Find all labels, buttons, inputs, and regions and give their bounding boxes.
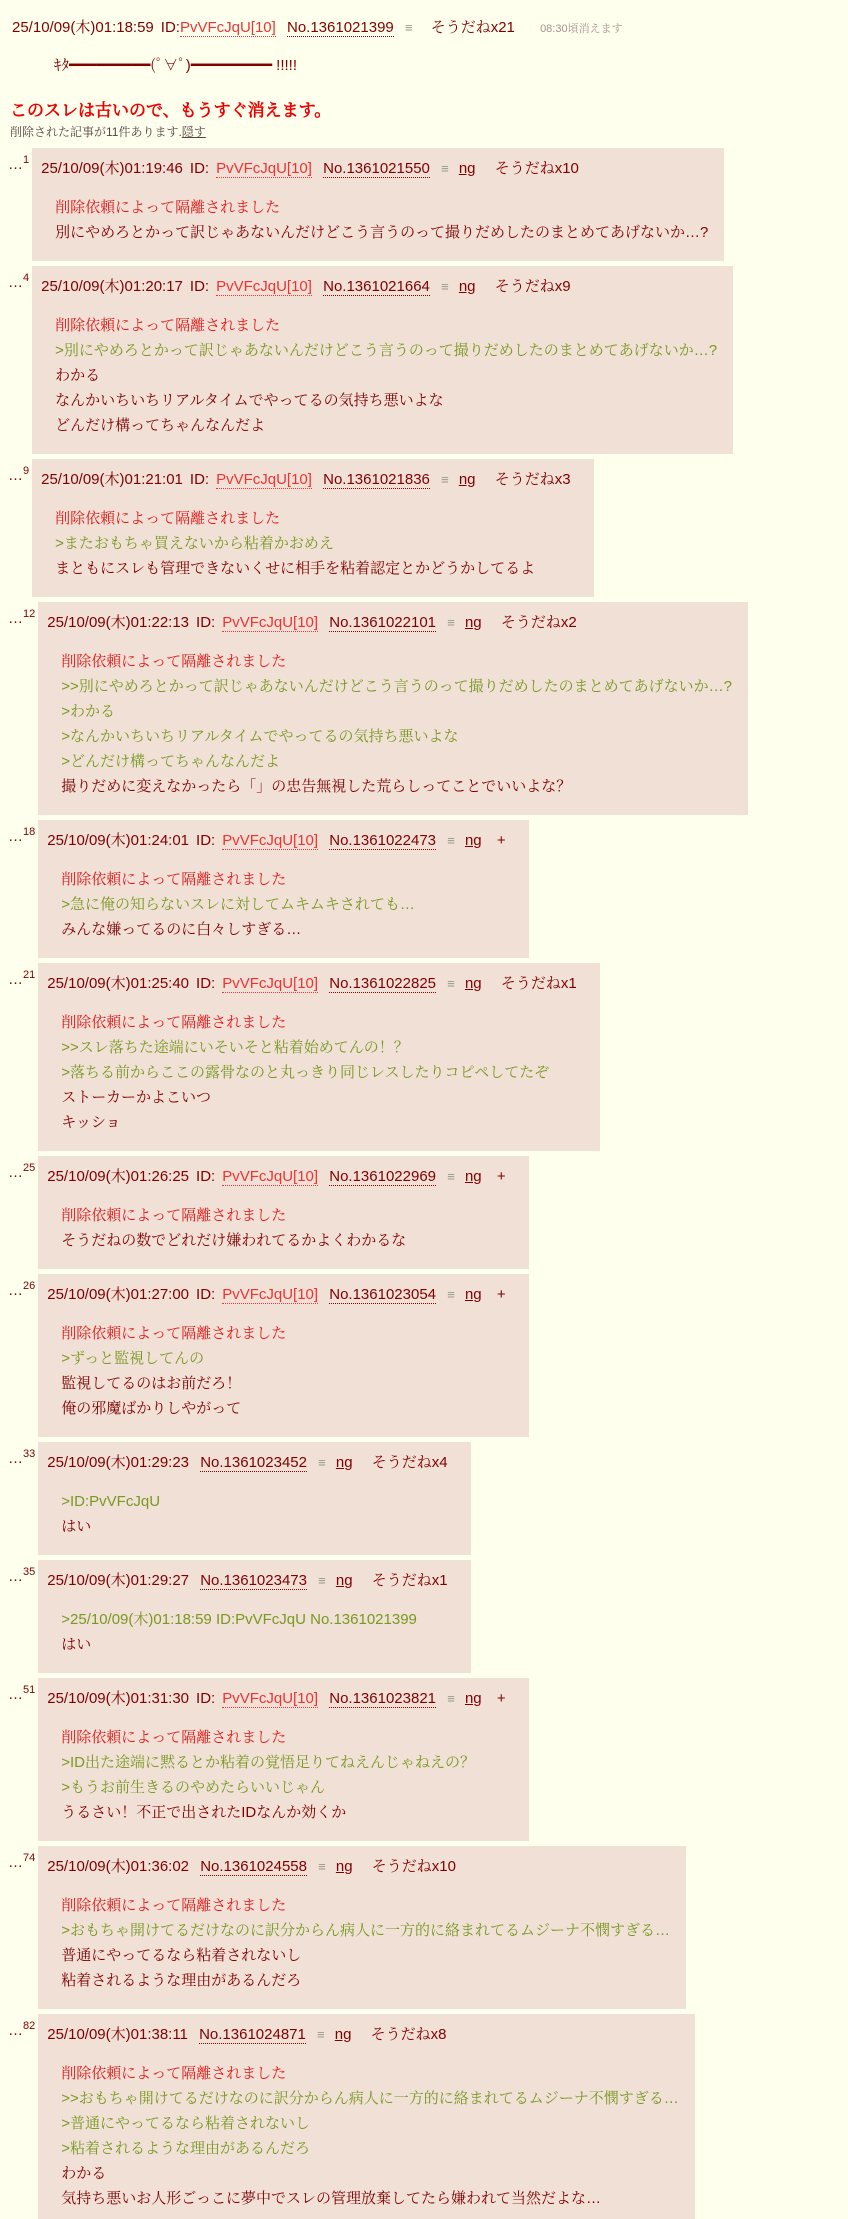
post-menu-icon[interactable]: ≡ [447, 1691, 454, 1706]
counter-dots: … [8, 2022, 23, 2039]
body-line: 気持ち悪いお人形ごっこに夢中でスレの管理放棄してたら嫌われて当然だよな… [61, 2190, 601, 2207]
sodane-count[interactable]: そうだねx2 [500, 614, 577, 631]
reply-box [38, 602, 748, 815]
reply-counter [6, 1678, 38, 1703]
reply-post-18 [6, 820, 848, 958]
quote-line: >普通にやってるなら粘着されないし [61, 2115, 311, 2132]
op-id-prefix: ID: [160, 19, 180, 36]
reply-post-21 [6, 963, 848, 1151]
post-menu-icon[interactable]: ≡ [447, 976, 454, 991]
post-menu-icon[interactable]: ≡ [441, 161, 448, 176]
post-date: 25/10/09(木)01:20:17 [41, 278, 183, 295]
old-thread-warning: このスレは古いので、もうすぐ消えます。 [10, 101, 332, 120]
reply-counter [6, 459, 32, 484]
post-body [61, 1203, 512, 1253]
post-id-link[interactable]: PvVFcJqU[10] [216, 471, 312, 488]
post-menu-icon[interactable]: ≡ [318, 1573, 325, 1588]
sodane-count[interactable]: そうだねx10 [494, 160, 579, 177]
post-number-link[interactable]: No.1361021664 [323, 278, 430, 295]
sodane-plus-button[interactable]: + [496, 1690, 506, 1707]
post-number-link[interactable]: No.1361023821 [329, 1690, 437, 1707]
post-header [47, 972, 583, 993]
post-header [47, 1687, 512, 1708]
body-line: ストーカーかよこいつ [61, 1089, 211, 1106]
post-id-link[interactable]: PvVFcJqU[10] [216, 278, 312, 295]
quote-line: >25/10/09(木)01:18:59 ID:PvVFcJqU No.1361021399 [61, 1611, 417, 1628]
reply-box [32, 266, 733, 454]
post-id-link[interactable]: PvVFcJqU[10] [222, 975, 319, 992]
quote-line: >別にやめろとかって訳じゃあないんだけどこう言うのって撮りだめしたのまとめてあげないか…? [55, 342, 718, 359]
counter-dots: … [8, 1568, 23, 1585]
post-body [61, 649, 732, 799]
sodane-count[interactable]: そうだねx1 [500, 975, 577, 992]
body-line: 監視してるのはお前だろ！ [61, 1375, 242, 1392]
post-number-link[interactable]: No.1361022473 [329, 832, 437, 849]
reply-post-82 [6, 2014, 848, 2219]
quote-line: >>スレ落ちた途端にいそいそと粘着始めてんの！？ [61, 1039, 409, 1056]
ng-link[interactable]: ng [458, 160, 476, 177]
deleted-posts-info [10, 123, 848, 140]
post-menu-icon[interactable]: ≡ [447, 615, 454, 630]
body-line: 粘着されるような理由があるんだろ [61, 1972, 302, 1989]
quote-line: >わかる [61, 703, 116, 720]
post-menu-icon[interactable]: ≡ [447, 833, 454, 848]
body-line: はい [61, 1518, 92, 1535]
counter-number: 21 [23, 969, 36, 981]
quote-line: >またおもちゃ買えないから粘着かおめえ [55, 535, 334, 552]
reply-box [38, 1442, 470, 1555]
counter-number: 12 [23, 608, 36, 620]
isolated-notice: 削除依頼によって隔離されました [61, 2065, 287, 2082]
counter-number: 35 [23, 1566, 36, 1578]
post-date: 25/10/09(木)01:19:46 [41, 160, 183, 177]
post-menu-icon[interactable]: ≡ [318, 1859, 325, 1874]
quote-line: >ID:PvVFcJqU [61, 1493, 161, 1510]
post-date: 25/10/09(木)01:21:01 [41, 471, 183, 488]
post-id-link[interactable]: PvVFcJqU[10] [222, 1168, 319, 1185]
reply-post-35 [6, 1560, 848, 1673]
reply-post-51 [6, 1678, 848, 1841]
ng-link[interactable]: ng [458, 471, 476, 488]
post-body [61, 867, 512, 942]
isolated-notice: 削除依頼によって隔離されました [61, 1729, 287, 1746]
hide-deleted-link[interactable]: 隠す [181, 125, 206, 139]
post-id-prefix: ID: [189, 160, 210, 177]
counter-dots: … [8, 1164, 23, 1181]
isolated-notice: 削除依頼によって隔離されました [55, 199, 281, 216]
post-header [41, 157, 708, 178]
post-body [55, 506, 577, 581]
post-body [61, 1893, 670, 1993]
post-body [61, 1010, 583, 1135]
post-id-prefix: ID: [196, 832, 216, 849]
sodane-count[interactable]: そうだねx1 [371, 1572, 448, 1589]
post-header [47, 1283, 512, 1304]
counter-dots: … [8, 1854, 23, 1871]
post-header [47, 1165, 512, 1186]
reply-box [38, 1156, 528, 1269]
counter-number: 51 [23, 1684, 36, 1696]
isolated-notice: 削除依頼によって隔離されました [61, 1014, 287, 1031]
post-number-link[interactable]: No.1361021836 [323, 471, 430, 488]
post-header [47, 1855, 670, 1876]
post-date: 25/10/09(木)01:29:27 [47, 1572, 190, 1589]
body-line: そうだねの数でどれだけ嫌われてるかよくわかるな [61, 1232, 407, 1249]
post-date: 25/10/09(木)01:31:30 [47, 1690, 190, 1707]
post-id-link[interactable]: PvVFcJqU[10] [222, 832, 319, 849]
reply-counter [6, 963, 38, 988]
isolated-notice: 削除依頼によって隔離されました [61, 871, 287, 888]
reply-box [38, 1678, 528, 1841]
post-menu-icon[interactable]: ≡ [447, 1169, 454, 1184]
counter-dots: … [8, 1450, 23, 1467]
ng-link[interactable]: ng [464, 1286, 482, 1303]
body-line: わかる [61, 2165, 107, 2182]
post-menu-icon[interactable]: ≡ [404, 20, 412, 35]
post-number-link[interactable]: No.1361024558 [200, 1858, 307, 1875]
ng-link[interactable]: ng [464, 1168, 482, 1185]
quote-line: >落ちる前からここの露骨なのと丸っきり同じレスしたりコピペしてたぞ [61, 1064, 550, 1081]
counter-number: 4 [23, 272, 30, 284]
post-id-prefix: ID: [196, 975, 216, 992]
counter-number: 33 [23, 1448, 36, 1460]
sodane-count[interactable]: そうだねx9 [494, 278, 571, 295]
reply-box [32, 459, 593, 597]
isolated-notice: 削除依頼によって隔離されました [61, 653, 287, 670]
sodane-count[interactable]: そうだねx3 [494, 471, 571, 488]
post-date: 25/10/09(木)01:25:40 [47, 975, 190, 992]
ng-link[interactable]: ng [464, 614, 482, 631]
body-line: 俺の邪魔ばかりしやがって [61, 1400, 242, 1417]
quote-line: >>おもちゃ開けてるだけなのに訳分からん病人に一方的に絡まれてるムジーナ不憫すぎる… [61, 2090, 679, 2107]
post-id-prefix: ID: [196, 1690, 216, 1707]
post-menu-icon[interactable]: ≡ [317, 2027, 324, 2042]
counter-dots: … [8, 971, 23, 988]
sodane-plus-button[interactable]: + [496, 1168, 506, 1185]
counter-number: 74 [23, 1852, 36, 1864]
counter-dots: … [8, 156, 23, 173]
counter-number: 9 [23, 465, 30, 477]
op-number-link[interactable]: No.1361021399 [287, 19, 394, 36]
quote-line: >もうお前生きるのやめたらいいじゃん [61, 1779, 326, 1796]
counter-number: 1 [23, 154, 30, 166]
post-id-link[interactable]: PvVFcJqU[10] [222, 1690, 319, 1707]
post-id-prefix: ID: [189, 278, 210, 295]
quote-line: >なんかいちいちリアルタイムでやってるの気持ち悪いよな [61, 728, 459, 745]
counter-dots: … [8, 1686, 23, 1703]
post-body [61, 1607, 454, 1657]
quote-line: >粘着されるような理由があるんだろ [61, 2140, 311, 2157]
body-line: なんかいちいちリアルタイムでやってるの気持ち悪いよな [55, 392, 444, 409]
reply-counter [6, 1846, 38, 1871]
ng-link[interactable]: ng [335, 1572, 353, 1589]
post-id-prefix: ID: [196, 614, 216, 631]
counter-dots: … [8, 274, 23, 291]
ng-link[interactable]: ng [464, 832, 482, 849]
post-id-link[interactable]: PvVFcJqU[10] [216, 160, 312, 177]
post-header [47, 1451, 454, 1472]
reply-box [38, 1846, 686, 2009]
post-id-prefix: ID: [189, 471, 210, 488]
post-number-link[interactable]: No.1361024871 [199, 2026, 306, 2043]
reply-counter [6, 148, 32, 173]
isolated-notice: 削除依頼によって隔離されました [61, 1325, 287, 1342]
body-line: みんな嫌ってるのに白々しすぎる… [61, 921, 302, 938]
isolated-notice: 削除依頼によって隔離されました [55, 510, 281, 527]
ng-link[interactable]: ng [335, 1858, 353, 1875]
body-line: 普通にやってるなら粘着されないし [61, 1947, 302, 1964]
counter-dots: … [8, 610, 23, 627]
reply-post-1 [6, 148, 848, 261]
reply-box [38, 1274, 528, 1437]
body-line: どんだけ構ってちゃんなんだよ [55, 417, 266, 434]
op-sodane-count[interactable]: そうだねx21 [430, 19, 515, 36]
post-body [61, 1321, 512, 1421]
post-menu-icon[interactable]: ≡ [441, 279, 448, 294]
post-date: 25/10/09(木)01:22:13 [47, 614, 190, 631]
post-menu-icon[interactable]: ≡ [318, 1455, 325, 1470]
post-header [47, 611, 732, 632]
reply-counter [6, 2014, 38, 2039]
body-line: わかる [55, 367, 101, 384]
ng-link[interactable]: ng [464, 975, 482, 992]
post-date: 25/10/09(木)01:38:11 [47, 2026, 188, 2043]
quote-line: >どんだけ構ってちゃんなんだよ [61, 753, 281, 770]
reply-post-33 [6, 1442, 848, 1555]
sodane-count[interactable]: そうだねx8 [370, 2026, 447, 2043]
reply-counter [6, 602, 38, 627]
post-header [41, 275, 717, 296]
reply-box [38, 963, 599, 1151]
post-menu-icon[interactable]: ≡ [441, 472, 448, 487]
post-date: 25/10/09(木)01:36:02 [47, 1858, 190, 1875]
op-expire-time: 08:30頃消えます [540, 23, 623, 35]
reply-box [38, 1560, 470, 1673]
counter-number: 25 [23, 1162, 36, 1174]
reply-post-12 [6, 602, 848, 815]
post-id-link[interactable]: PvVFcJqU[10] [222, 614, 319, 631]
reply-post-4 [6, 266, 848, 454]
reply-box [38, 820, 528, 958]
post-number-link[interactable]: No.1361021550 [323, 160, 430, 177]
isolated-notice: 削除依頼によって隔離されました [55, 317, 281, 334]
quote-line: >ID出た途端に黙るとか粘着の覚悟足りてねえんじゃねえの？ [61, 1754, 476, 1771]
body-line: まともにスレも管理できないくせに相手を粘着認定とかどうかしてるよ [55, 560, 536, 577]
isolated-notice: 削除依頼によって隔離されました [61, 1897, 287, 1914]
post-body [61, 1725, 512, 1825]
post-number-link[interactable]: No.1361023452 [200, 1454, 307, 1471]
reply-counter [6, 1560, 38, 1585]
sodane-count[interactable]: そうだねx4 [371, 1454, 448, 1471]
reply-post-26 [6, 1274, 848, 1437]
body-line: キッショ [61, 1114, 121, 1131]
post-header [47, 2023, 679, 2044]
quote-line: >>別にやめろとかって訳じゃあないんだけどこう言うのって撮りだめしたのまとめてあげないか…? [61, 678, 732, 695]
reply-post-74 [6, 1846, 848, 2009]
post-date: 25/10/09(木)01:24:01 [47, 832, 190, 849]
reply-box [32, 148, 724, 261]
post-id-prefix: ID: [196, 1168, 216, 1185]
op-body-text: ｷﾀ━━━━━━━━━(ﾟ∀ﾟ)━━━━━━━━━ !!!!! [54, 57, 298, 74]
ng-link[interactable]: ng [458, 278, 476, 295]
sodane-plus-button[interactable]: + [496, 832, 506, 849]
post-header [47, 1569, 454, 1590]
counter-dots: … [8, 828, 23, 845]
body-line: はい [61, 1636, 92, 1653]
post-body [55, 195, 708, 245]
reply-counter [6, 1274, 38, 1299]
sodane-plus-button[interactable]: + [496, 1286, 506, 1303]
deleted-posts-text: 削除された記事が11件あります. [10, 125, 182, 139]
reply-counter [6, 820, 38, 845]
ng-link[interactable]: ng [335, 1454, 353, 1471]
post-body [55, 313, 717, 438]
body-line: 撮りだめに変えなかったら「」の忠告無視した荒らしってことでいいよな？ [61, 778, 572, 795]
reply-post-25 [6, 1156, 848, 1269]
post-body [61, 1489, 454, 1539]
quote-line: >おもちゃ開けてるだけなのに訳分からん病人に一方的に絡まれてるムジーナ不憫すぎる… [61, 1922, 671, 1939]
reply-post-9 [6, 459, 848, 597]
post-header [41, 468, 577, 489]
counter-dots: … [8, 1282, 23, 1299]
post-number-link[interactable]: No.1361023054 [329, 1286, 437, 1303]
post-number-link[interactable]: No.1361022101 [329, 614, 437, 631]
quote-line: >急に俺の知らないスレに対してムキムキされても… [61, 896, 415, 913]
post-number-link[interactable]: No.1361023473 [200, 1572, 307, 1589]
post-body [61, 2061, 679, 2211]
post-number-link[interactable]: No.1361022825 [329, 975, 437, 992]
post-number-link[interactable]: No.1361022969 [329, 1168, 437, 1185]
post-id-link[interactable]: PvVFcJqU[10] [222, 1286, 319, 1303]
body-line: 別にやめろとかって訳じゃあないんだけどこう言うのって撮りだめしたのまとめてあげないか…? [55, 224, 709, 241]
counter-number: 18 [23, 826, 36, 838]
post-header [47, 829, 512, 850]
sodane-count[interactable]: そうだねx10 [371, 1858, 456, 1875]
post-date: 25/10/09(木)01:26:25 [47, 1168, 190, 1185]
op-post-header [6, 8, 848, 37]
post-menu-icon[interactable]: ≡ [447, 1287, 454, 1302]
body-line: うるさい！不正で出されたIDなんか効くか [61, 1804, 347, 1821]
reply-counter [6, 1442, 38, 1467]
post-date: 25/10/09(木)01:29:23 [47, 1454, 190, 1471]
counter-dots: … [8, 467, 23, 484]
quote-line: >ずっと監視してんの [61, 1350, 205, 1367]
reply-counter [6, 1156, 38, 1181]
counter-number: 82 [23, 2020, 36, 2032]
ng-link[interactable]: ng [464, 1690, 482, 1707]
post-date: 25/10/09(木)01:27:00 [47, 1286, 190, 1303]
op-id-link[interactable]: PvVFcJqU[10] [179, 19, 276, 36]
counter-number: 26 [23, 1280, 36, 1292]
reply-box [38, 2014, 695, 2219]
post-id-prefix: ID: [196, 1286, 216, 1303]
ng-link[interactable]: ng [334, 2026, 352, 2043]
reply-counter [6, 266, 32, 291]
op-date: 25/10/09(木)01:18:59 [12, 19, 154, 36]
isolated-notice: 削除依頼によって隔離されました [61, 1207, 287, 1224]
